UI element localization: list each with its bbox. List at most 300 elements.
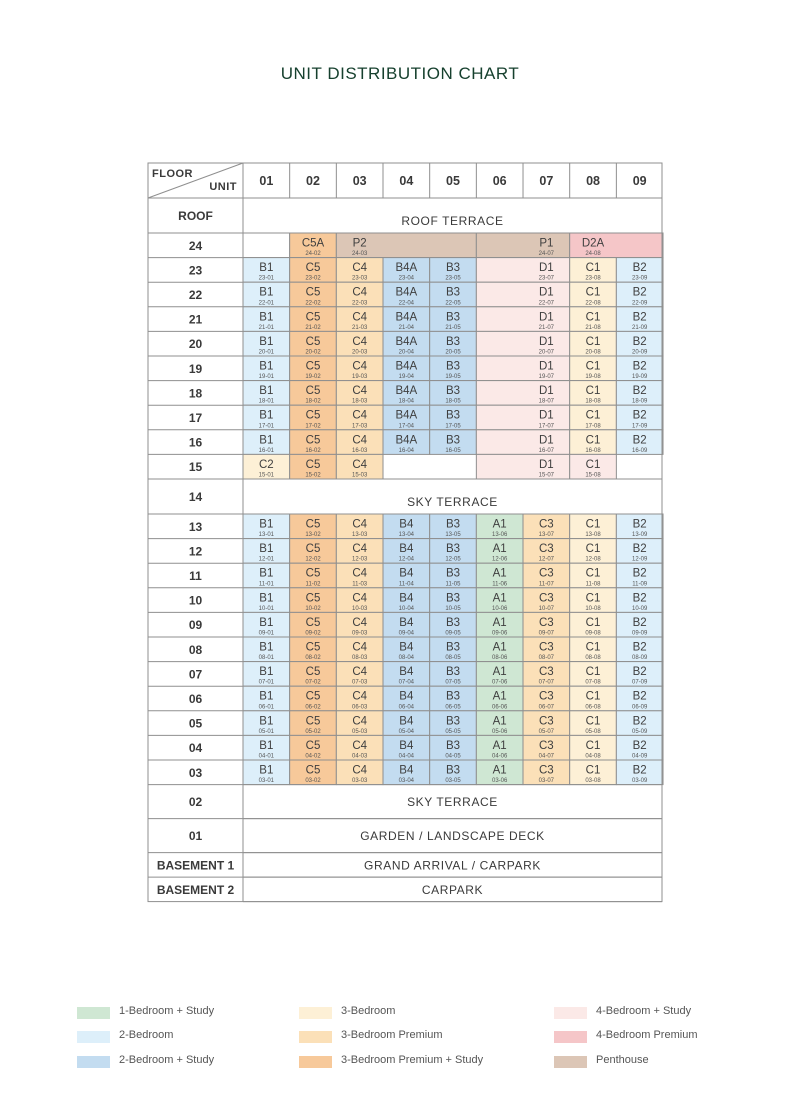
unit-cell-05-6-code: A1	[492, 715, 507, 728]
unit-cell-09-3-number: 09-03	[351, 630, 368, 637]
unit-cell-09-9-code: B2	[632, 616, 647, 629]
unit-cell-13-1-number: 13-01	[258, 532, 275, 539]
unit-cell-08-7-number: 08-07	[538, 655, 555, 662]
unit-cell-09-1-code: B1	[259, 616, 274, 629]
unit-cell-05-1-number: 05-01	[258, 728, 275, 735]
unit-cell-17-3-number: 17-03	[351, 423, 368, 430]
unit-cell-05-5-number: 05-05	[445, 728, 461, 735]
unit-cell-04-7-code: C3	[539, 739, 554, 752]
unit-cell-06-8-code: C1	[585, 690, 601, 703]
chart-title: UNIT DISTRIBUTION CHART	[280, 64, 520, 83]
unit-cell-08-1-code: B1	[259, 641, 274, 654]
unit-cell-20-9-number: 20-09	[632, 349, 648, 356]
unit-cell-07-5-number: 07-05	[445, 679, 461, 686]
span-label-02: SKY TERRACE	[407, 795, 498, 810]
unit-cell-08-2-number: 08-02	[305, 655, 321, 662]
unit-cell-13-8-code: C1	[585, 518, 601, 531]
unit-cell-04-4-code: B4	[399, 739, 414, 752]
unit-cell-05-8-number: 05-08	[585, 728, 601, 735]
unit-cell-20-8-code: C1	[585, 335, 601, 348]
unit-cell-08-8-code: C1	[585, 641, 601, 654]
floor-label-08: 08	[188, 642, 203, 657]
unit-cell-09-6-code: A1	[492, 616, 507, 629]
unit-cell-05-7-code: C3	[539, 715, 554, 728]
unit-cell-21-1-number: 21-01	[258, 324, 275, 331]
span-label-01: GARDEN / LANDSCAPE DECK	[360, 829, 545, 844]
unit-cell-15-6-number: 15-07	[538, 472, 555, 479]
unit-cell-15-1-code: C2	[258, 458, 274, 471]
unit-cell-07-2-number: 07-02	[305, 679, 321, 686]
unit-cell-18-8-number: 18-08	[585, 398, 601, 405]
unit-cell-16-6-bg	[476, 430, 569, 455]
floor-label-19: 19	[188, 361, 203, 376]
unit-cell-17-9-number: 17-09	[632, 423, 648, 430]
unit-cell-16-4-code: B4A	[395, 434, 418, 447]
unit-cell-16-9-number: 16-09	[632, 447, 648, 454]
unit-cell-07-4-code: B4	[399, 666, 414, 679]
legend-label: 2-Bedroom + Study	[119, 1054, 215, 1066]
unit-cell-09-4-code: B4	[399, 616, 414, 629]
unit-cell-06-1-code: B1	[259, 690, 274, 703]
unit-cell-18-3-number: 18-03	[351, 398, 368, 405]
floor-label-13: 13	[188, 519, 203, 534]
unit-cell-09-8-code: C1	[585, 616, 601, 629]
floor-label-basement-2: BASEMENT 2	[156, 882, 235, 897]
floor-label-24: 24	[188, 238, 203, 253]
unit-cell-21-4-code: B4A	[395, 311, 418, 324]
unit-cell-10-4-code: B4	[399, 592, 414, 605]
unit-cell-16-8-number: 16-08	[585, 447, 601, 454]
unit-cell-17-8-number: 17-08	[585, 423, 601, 430]
floor-label-11: 11	[189, 569, 202, 583]
legend-label: 3-Bedroom Premium	[341, 1029, 443, 1041]
unit-cell-18-3-code: C4	[352, 385, 368, 398]
unit-cell-24-8-code: D2A	[581, 237, 605, 250]
unit-cell-22-1-code: B1	[259, 286, 274, 299]
unit-cell-09-5-code: B3	[445, 616, 461, 629]
unit-cell-03-7-number: 03-07	[538, 778, 555, 785]
unit-cell-11-7-code: C3	[539, 567, 554, 580]
unit-cell-05-9-code: B2	[632, 715, 647, 728]
unit-cell-22-5-code: B3	[445, 286, 461, 299]
unit-cell-21-8-number: 21-08	[585, 324, 601, 331]
floor-label-18: 18	[188, 386, 203, 401]
unit-cell-11-1-number: 11-01	[258, 581, 274, 588]
unit-cell-22-2-number: 22-02	[305, 300, 321, 307]
unit-cell-03-2-code: C5	[305, 764, 321, 777]
unit-cell-12-7-number: 12-07	[538, 556, 555, 563]
unit-cell-06-6-number: 06-06	[492, 704, 508, 711]
unit-cell-20-3-number: 20-03	[351, 349, 368, 356]
unit-cell-17-6-number: 17-07	[538, 423, 555, 430]
legend-label: 2-Bedroom	[119, 1029, 174, 1041]
unit-cell-09-2-number: 09-02	[305, 630, 321, 637]
unit-cell-06-5-code: B3	[445, 690, 461, 703]
unit-cell-12-3-code: C4	[352, 543, 368, 556]
unit-cell-23-5-number: 23-05	[445, 275, 461, 282]
unit-cell-06-4-code: B4	[399, 690, 414, 703]
unit-cell-22-9-code: B2	[632, 286, 647, 299]
column-header-05: 05	[446, 174, 460, 188]
unit-cell-07-7-number: 07-07	[538, 679, 555, 686]
unit-cell-05-3-number: 05-03	[351, 728, 368, 735]
unit-cell-07-5-code: B3	[445, 666, 461, 679]
unit-cell-16-1-code: B1	[259, 434, 274, 447]
unit-cell-12-2-number: 12-02	[305, 556, 321, 563]
unit-cell-10-6-number: 10-06	[492, 605, 508, 612]
unit-cell-05-1-code: B1	[259, 715, 274, 728]
unit-cell-20-6-code: D1	[539, 335, 554, 348]
floor-label-02: 02	[188, 795, 203, 810]
unit-cell-13-7-code: C3	[539, 518, 554, 531]
unit-cell-04-3-number: 04-03	[351, 753, 368, 760]
floor-label-07: 07	[188, 667, 203, 682]
unit-cell-20-5-number: 20-05	[445, 349, 461, 356]
unit-cell-03-9-code: B2	[632, 764, 647, 777]
floor-label-14: 14	[188, 490, 203, 504]
column-header-02: 02	[306, 174, 320, 188]
unit-cell-24-6-bg	[476, 233, 569, 258]
unit-cell-05-6-number: 05-06	[492, 728, 508, 735]
unit-cell-06-2-code: C5	[305, 690, 321, 703]
unit-cell-22-9-number: 22-09	[632, 300, 648, 307]
unit-cell-10-3-code: C4	[352, 592, 368, 605]
unit-cell-03-6-code: A1	[492, 764, 507, 777]
unit-cell-19-1-number: 19-01	[258, 374, 275, 381]
unit-cell-04-1-number: 04-01	[258, 753, 275, 760]
unit-cell-06-9-code: B2	[632, 690, 647, 703]
unit-cell-23-6-code: D1	[539, 262, 554, 275]
unit-cell-10-4-number: 10-04	[398, 605, 415, 612]
unit-cell-18-1-code: B1	[259, 385, 274, 398]
unit-cell-12-1-code: B1	[259, 543, 274, 556]
column-header-01: 01	[259, 174, 274, 188]
unit-cell-17-8-code: C1	[585, 409, 601, 422]
unit-cell-18-6-bg	[476, 381, 569, 406]
unit-cell-15-2-number: 15-02	[305, 472, 321, 479]
unit-cell-23-3-number: 23-03	[351, 275, 368, 282]
unit-cell-24-6-code: P1	[539, 237, 554, 250]
unit-cell-16-3-number: 16-03	[351, 447, 368, 454]
unit-cell-04-5-number: 04-05	[445, 753, 461, 760]
unit-cell-06-3-code: C4	[352, 690, 368, 703]
unit-cell-04-6-number: 04-06	[492, 753, 508, 760]
unit-cell-22-8-code: C1	[585, 286, 601, 299]
unit-cell-17-5-number: 17-05	[445, 423, 461, 430]
unit-cell-03-4-code: B4	[399, 764, 414, 777]
unit-cell-10-9-number: 10-09	[632, 605, 648, 612]
unit-cell-11-9-code: B2	[632, 567, 647, 580]
unit-cell-05-3-code: C4	[352, 715, 368, 728]
unit-cell-21-5-number: 21-05	[445, 324, 461, 331]
unit-cell-15-3-code: C4	[352, 458, 368, 471]
unit-cell-18-5-number: 18-05	[445, 398, 461, 405]
unit-cell-07-4-number: 07-04	[398, 679, 415, 686]
unit-cell-18-2-code: C5	[305, 385, 321, 398]
floor-label-05: 05	[188, 716, 203, 731]
floor-label-16: 16	[188, 435, 203, 450]
legend-label: Penthouse	[596, 1054, 649, 1066]
unit-cell-16-2-number: 16-02	[305, 447, 321, 454]
unit-cell-23-2-number: 23-02	[305, 275, 321, 282]
unit-cell-09-4-number: 09-04	[398, 630, 415, 637]
unit-cell-21-4-number: 21-04	[398, 324, 415, 331]
unit-cell-19-2-number: 19-02	[305, 374, 321, 381]
unit-cell-11-9-number: 11-09	[632, 581, 648, 588]
unit-cell-22-6-bg	[476, 282, 569, 307]
unit-cell-23-6-number: 23-07	[538, 275, 555, 282]
unit-cell-11-1-code: B1	[259, 567, 274, 580]
unit-cell-16-3-code: C4	[352, 434, 368, 447]
unit-cell-18-6-number: 18-07	[538, 398, 555, 405]
floor-label-basement-1: BASEMENT 1	[156, 858, 235, 873]
unit-cell-06-4-number: 06-04	[398, 704, 415, 711]
unit-cell-07-6-code: A1	[492, 666, 507, 679]
unit-cell-11-3-number: 11-03	[352, 581, 368, 588]
unit-cell-08-9-number: 08-09	[632, 655, 648, 662]
unit-cell-13-1-code: B1	[259, 518, 274, 531]
unit-cell-20-5-code: B3	[445, 335, 461, 348]
unit-cell-21-8-code: C1	[585, 311, 601, 324]
unit-cell-09-6-number: 09-06	[492, 630, 508, 637]
unit-cell-07-6-number: 07-06	[492, 679, 508, 686]
span-label-basement-1: GRAND ARRIVAL / CARPARK	[364, 858, 541, 873]
unit-cell-05-8-code: C1	[585, 715, 601, 728]
unit-cell-21-2-code: C5	[305, 311, 321, 324]
unit-cell-12-6-code: A1	[492, 543, 507, 556]
unit-cell-13-3-code: C4	[352, 518, 368, 531]
unit-cell-11-8-number: 11-08	[585, 581, 601, 588]
unit-cell-03-4-number: 03-04	[398, 778, 415, 785]
unit-cell-21-6-number: 21-07	[538, 324, 555, 331]
unit-cell-03-7-code: C3	[539, 764, 554, 777]
unit-cell-17-3-code: C4	[352, 409, 368, 422]
unit-cell-07-8-number: 07-08	[585, 679, 601, 686]
unit-cell-22-6-number: 22-07	[538, 300, 555, 307]
unit-cell-07-3-code: C4	[352, 666, 368, 679]
unit-cell-12-5-number: 12-05	[445, 556, 461, 563]
unit-cell-03-5-code: B3	[445, 764, 461, 777]
unit-cell-20-1-code: B1	[259, 335, 274, 348]
unit-cell-05-5-code: B3	[445, 715, 461, 728]
floor-label-09: 09	[188, 618, 203, 633]
unit-cell-22-3-code: C4	[352, 286, 368, 299]
unit-cell-16-2-code: C5	[305, 434, 321, 447]
unit-cell-10-6-code: A1	[492, 592, 507, 605]
unit-cell-16-5-code: B3	[445, 434, 461, 447]
unit-cell-06-8-number: 06-08	[585, 704, 601, 711]
unit-cell-18-9-code: B2	[632, 385, 647, 398]
unit-cell-04-8-number: 04-08	[585, 753, 601, 760]
unit-cell-20-3-code: C4	[352, 335, 368, 348]
unit-cell-20-2-number: 20-02	[305, 349, 321, 356]
unit-cell-19-2-code: C5	[305, 360, 321, 373]
unit-cell-11-6-code: A1	[492, 567, 507, 580]
unit-cell-19-6-code: D1	[539, 360, 554, 373]
unit-cell-07-1-code: B1	[259, 666, 274, 679]
floor-label-10: 10	[188, 593, 203, 608]
unit-cell-07-8-code: C1	[585, 666, 601, 679]
unit-cell-20-4-number: 20-04	[398, 349, 415, 356]
unit-cell-17-6-code: D1	[539, 409, 554, 422]
unit-cell-18-6-code: D1	[539, 385, 554, 398]
unit-cell-24-2-number: 24-02	[305, 251, 321, 258]
unit-cell-13-3-number: 13-03	[351, 532, 368, 539]
unit-cell-13-6-number: 13-06	[492, 532, 508, 539]
unit-cell-03-3-number: 03-03	[351, 778, 368, 785]
unit-cell-12-9-number: 12-09	[632, 556, 648, 563]
floor-label-15: 15	[188, 460, 203, 475]
unit-cell-23-9-code: B2	[632, 262, 647, 275]
span-label-14: SKY TERRACE	[407, 495, 498, 509]
unit-cell-24-3-code: P2	[352, 237, 367, 250]
unit-cell-05-2-number: 05-02	[305, 728, 321, 735]
unit-cell-23-4-code: B4A	[395, 262, 418, 275]
unit-cell-03-9-number: 03-09	[632, 778, 648, 785]
unit-cell-20-6-bg	[476, 331, 569, 356]
unit-cell-16-1-number: 16-01	[258, 447, 275, 454]
unit-cell-17-2-number: 17-02	[305, 423, 321, 430]
unit-cell-23-5-code: B3	[445, 262, 461, 275]
unit-cell-17-6-bg	[476, 405, 569, 430]
unit-cell-15-3-number: 15-03	[351, 472, 368, 479]
unit-cell-04-4-number: 04-04	[398, 753, 415, 760]
unit-cell-08-5-code: B3	[445, 641, 461, 654]
unit-cell-19-8-number: 19-08	[585, 374, 601, 381]
unit-cell-16-8-code: C1	[585, 434, 601, 447]
unit-cell-22-5-number: 22-05	[445, 300, 461, 307]
legend-label: 3-Bedroom	[341, 1005, 396, 1017]
unit-cell-21-6-code: D1	[539, 311, 554, 324]
unit-cell-18-5-code: B3	[445, 385, 461, 398]
unit-cell-19-1-code: B1	[259, 360, 274, 373]
unit-cell-07-7-code: C3	[539, 666, 554, 679]
unit-cell-03-3-code: C4	[352, 764, 368, 777]
unit-cell-18-2-number: 18-02	[305, 398, 321, 405]
unit-cell-19-8-code: C1	[585, 360, 601, 373]
unit-cell-21-5-code: B3	[445, 311, 461, 324]
unit-cell-22-6-code: D1	[539, 286, 554, 299]
unit-cell-23-1-code: B1	[259, 262, 274, 275]
unit-cell-19-4-code: B4A	[395, 360, 418, 373]
unit-cell-06-1-number: 06-01	[258, 704, 275, 711]
floor-label-roof: ROOF	[178, 209, 213, 223]
header-unit-label: UNIT	[209, 181, 237, 193]
unit-cell-13-7-number: 13-07	[538, 532, 555, 539]
unit-cell-15-8-code: C1	[585, 458, 601, 471]
unit-cell-17-1-code: B1	[259, 409, 274, 422]
unit-cell-04-8-code: C1	[585, 739, 601, 752]
unit-cell-10-1-number: 10-01	[258, 605, 275, 612]
unit-cell-13-2-code: C5	[305, 518, 321, 531]
column-header-09: 09	[632, 174, 647, 188]
unit-cell-10-7-code: C3	[539, 592, 554, 605]
unit-cell-16-9-code: B2	[632, 434, 647, 447]
unit-cell-08-3-code: C4	[352, 641, 368, 654]
floor-label-22: 22	[188, 288, 203, 302]
unit-cell-23-2-code: C5	[305, 262, 321, 275]
unit-cell-03-2-number: 03-02	[305, 778, 321, 785]
unit-cell-23-3-code: C4	[352, 262, 368, 275]
unit-cell-08-1-number: 08-01	[258, 655, 275, 662]
unit-cell-08-4-code: B4	[399, 641, 414, 654]
unit-cell-22-3-number: 22-03	[351, 300, 368, 307]
unit-cell-15-1-number: 15-01	[258, 472, 275, 479]
floor-label-21: 21	[188, 312, 203, 327]
unit-cell-06-7-code: C3	[539, 690, 554, 703]
unit-cell-11-6-number: 11-06	[492, 581, 508, 588]
unit-cell-10-5-code: B3	[445, 592, 461, 605]
unit-cell-06-6-code: A1	[492, 690, 507, 703]
unit-cell-22-4-code: B4A	[395, 286, 418, 299]
unit-cell-11-4-number: 11-04	[398, 581, 414, 588]
unit-cell-06-2-number: 06-02	[305, 704, 321, 711]
unit-cell-09-8-number: 09-08	[585, 630, 601, 637]
unit-cell-04-9-code: B2	[632, 739, 647, 752]
unit-cell-05-4-number: 05-04	[398, 728, 415, 735]
unit-cell-04-9-number: 04-09	[632, 753, 648, 760]
unit-cell-24-3-number: 24-03	[351, 251, 368, 258]
unit-cell-13-4-number: 13-04	[398, 532, 415, 539]
unit-cell-12-4-number: 12-04	[398, 556, 415, 563]
unit-cell-08-7-code: C3	[539, 641, 554, 654]
unit-cell-21-2-number: 21-02	[305, 324, 321, 331]
unit-cell-07-9-number: 07-09	[632, 679, 648, 686]
unit-cell-08-6-code: A1	[492, 641, 507, 654]
floor-label-01: 01	[188, 829, 203, 844]
span-label-roof: ROOF TERRACE	[401, 214, 504, 228]
unit-cell-12-1-number: 12-01	[258, 556, 275, 563]
unit-cell-17-9-code: B2	[632, 409, 647, 422]
legend-label: 1-Bedroom + Study	[119, 1005, 215, 1017]
unit-cell-03-6-number: 03-06	[492, 778, 508, 785]
unit-cell-22-1-number: 22-01	[258, 300, 275, 307]
unit-cell-09-7-number: 09-07	[538, 630, 555, 637]
unit-cell-11-8-code: C1	[585, 567, 601, 580]
unit-cell-17-5-code: B3	[445, 409, 461, 422]
unit-cell-09-5-number: 09-05	[445, 630, 461, 637]
unit-cell-13-6-code: A1	[492, 518, 507, 531]
unit-cell-17-4-number: 17-04	[398, 423, 415, 430]
unit-cell-06-5-number: 06-05	[445, 704, 461, 711]
unit-cell-19-3-code: C4	[352, 360, 368, 373]
unit-cell-04-2-code: C5	[305, 739, 321, 752]
unit-cell-20-1-number: 20-01	[258, 349, 275, 356]
unit-cell-07-2-code: C5	[305, 666, 321, 679]
unit-cell-17-2-code: C5	[305, 409, 321, 422]
unit-cell-23-9-number: 23-09	[632, 275, 648, 282]
unit-cell-24-8-number: 24-08	[585, 251, 601, 258]
unit-cell-15-8-number: 15-08	[585, 472, 601, 479]
floor-label-03: 03	[188, 765, 203, 780]
unit-cell-19-6-bg	[476, 356, 569, 381]
unit-cell-22-2-code: C5	[305, 286, 321, 299]
unit-cell-08-2-code: C5	[305, 641, 321, 654]
column-header-03: 03	[352, 174, 367, 188]
floor-label-12: 12	[188, 544, 203, 559]
unit-cell-13-5-code: B3	[445, 518, 461, 531]
unit-cell-05-4-code: B4	[399, 715, 414, 728]
unit-cell-03-1-number: 03-01	[258, 778, 275, 785]
unit-cell-22-8-number: 22-08	[585, 300, 601, 307]
unit-cell-23-6-bg	[476, 258, 569, 283]
unit-cell-05-9-number: 05-09	[632, 728, 648, 735]
unit-cell-10-2-code: C5	[305, 592, 321, 605]
legend-label: 3-Bedroom Premium + Study	[341, 1054, 484, 1066]
header-floor-label: FLOOR	[152, 168, 193, 180]
unit-cell-06-3-number: 06-03	[351, 704, 368, 711]
unit-cell-12-9-code: B2	[632, 543, 647, 556]
